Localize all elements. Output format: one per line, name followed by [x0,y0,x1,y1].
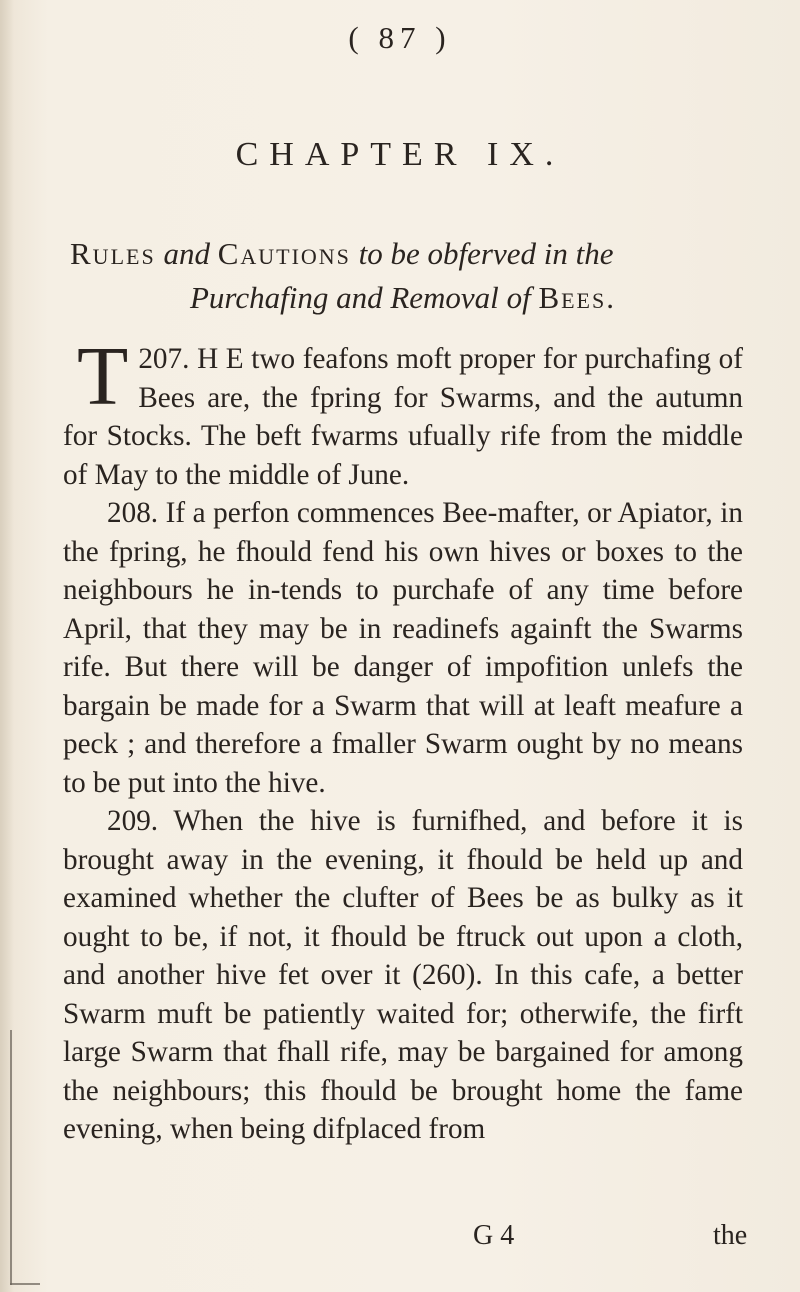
paragraph-209 [63,802,743,1149]
chapter-title-line-2 [60,276,780,320]
title-and: and [163,236,210,271]
title-to-be-observed: to be obferved in the [358,236,614,271]
chapter-title-line-1 [60,232,780,276]
title-cautions: Cautions [217,236,351,271]
paragraph-text: If a perfon commences Bee-mafter, or Apiator, in the fpring, he fhould fend his own hives or boxes to the neighbours he in-tends to purchafe of any time before April, that they may be in readinefs againft the Swarms rife. But there will be danger of impofition unlefs the bargain be made for a Swarm that will at leaft meafure a peck ; and therefore a fmaller Swarm ought by no means to be put into the hive. [63,497,743,799]
chapter-title [60,232,780,320]
paragraph-text: H E two feafons moft proper for purchafing of Bees are, the fpring for Swarms, and the autumn for Stocks. The beft fwarms ufually rife from the middle of May to the middle of June. [63,343,743,491]
paragraph-207 [63,330,743,494]
signature-mark: G 4 [473,1220,515,1251]
paragraph-number: 208. [107,497,159,529]
page-number: ( 87 ) [348,20,452,55]
spine-foot-line [10,1283,40,1285]
catchword: the [713,1220,748,1251]
paragraph-number: 209. [107,805,159,837]
title-purchasing: Purchafing [190,280,329,315]
paragraph-text: When the hive is furnifhed, and before it is brought away in the evening, it fhould be held up and examined whether the clufter of Bees be as bulky as it ought to be, if not, it fhould be ftruck out upon a cloth, and another hive fet over it (260). In this cafe, a better Swarm muft be patiently waited for; otherwife, the firft large Swarm that fhall rife, may be bargained for among the neighbours; this fhould be brought home the fame evening, when being difplaced from [63,805,743,1145]
body-text [63,330,743,1149]
title-rules: Rules [70,236,156,271]
spine-line [10,1030,12,1285]
title-of: of [506,280,531,315]
paragraph-number: 207. [138,343,190,375]
title-and-removal: and Removal [336,280,499,315]
drop-cap: T [77,330,129,423]
paragraph-208 [63,494,743,802]
title-bees: Bees. [538,280,616,315]
chapter-heading: CHAPTER IX. [235,136,565,173]
